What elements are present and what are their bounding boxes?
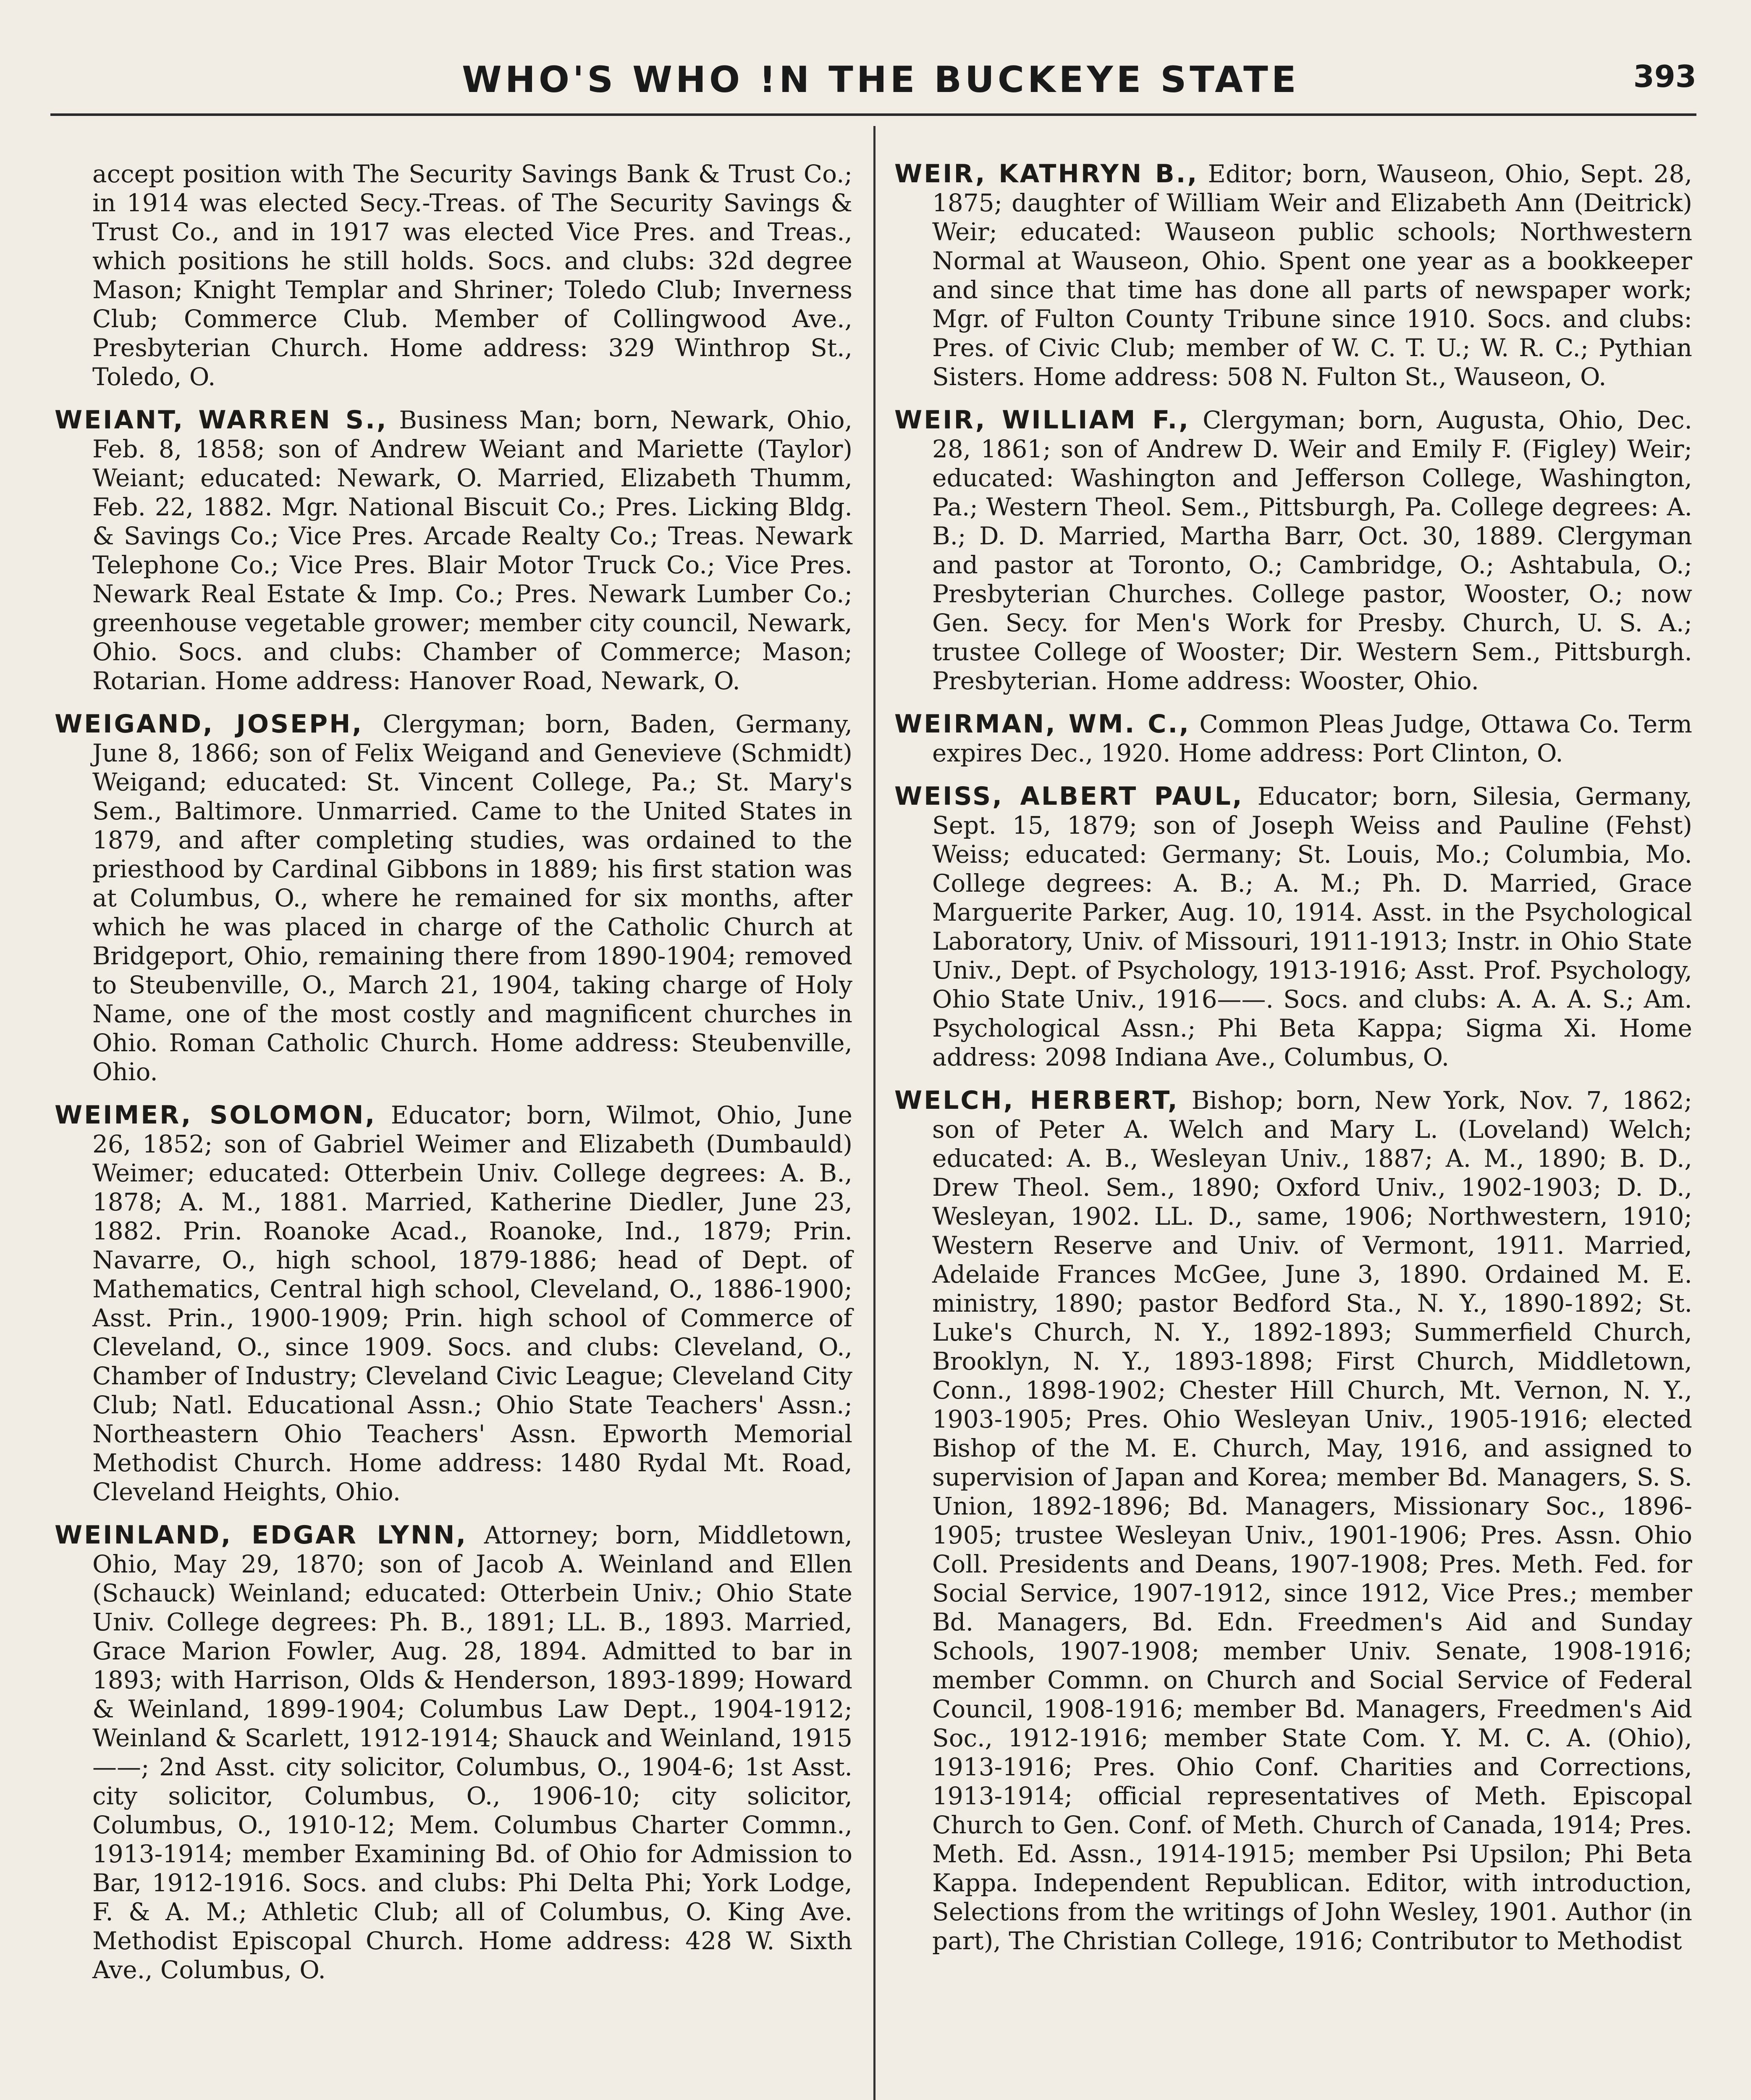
entry-text: accept position with The Security Savings Bank & Trust Co.; in 1914 was elected Secy.-Treas. of The Security Savings & Trust Co., and in 1917 was elected Vice Pres. and Treas., which positions he still holds. Socs. and clubs: 32d degree Mason; Knight Templar and Shriner; Toledo Club; Inverness Club; Commerce Club. Member of Collingwood Ave., Presbyterian Church. Home address: 329 Winthrop St., Toledo, O.: [92, 160, 852, 391]
entry-text: Attorney; born, Middletown, Ohio, May 29, 1870; son of Jacob A. Weinland and Ellen (Schauck) Weinland; educated: Otterbein Univ.; Ohio State Univ. College degrees: Ph. B., 1891; LL. B., 1893. Married, Grace Marion Fowler, Aug. 28, 1894. Admitted to bar in 1893; with Harrison, Olds & Henderson, 1893-1899; Howard & Weinland, 1899-1904; Columbus Law Dept., 1904-1912; Weinland & Scarlett, 1912-1914; Shauck and Weinland, 1915——; 2nd Asst. city solicitor, Columbus, O., 1904-6; 1st Asst. city solicitor, Columbus, O., 1906-10; city solicitor, Columbus, O., 1910-12; Mem. Columbus Charter Commn., 1913-1914; member Examining Bd. of Ohio for Admission to Bar, 1912-1916. Socs. and clubs: Phi Delta Phi; York Lodge, F. & A. M.; Athletic Club; all of Columbus, O. King Ave. Methodist Episcopal Church. Home address: 428 W. Sixth Ave., Columbus, O.: [92, 1521, 852, 1984]
entry-name: WELCH, HERBERT,: [894, 1086, 1179, 1115]
entry-text: Educator; born, Wilmot, Ohio, June 26, 1852; son of Gabriel Weimer and Elizabeth (Dumbauld) Weimer; educated: Otterbein Univ. College degrees: A. B., 1878; A. M., 1881. Married, Katherine Diedler, June 23, 1882. Prin. Roanoke Acad., Roanoke, Ind., 1879; Prin. Navarre, O., high school, 1879-1886; head of Dept. of Mathematics, Central high school, Cleveland, O., 1886-1900; Asst. Prin., 1900-1909; Prin. high school of Commerce of Cleveland, O., since 1909. Socs. and clubs: Cleveland, O., Chamber of Industry; Cleveland Civic League; Cleveland City Club; Natl. Educational Assn.; Ohio State Teachers' Assn.; Northeastern Ohio Teachers' Assn. Epworth Memorial Methodist Church. Home address: 1480 Rydal Mt. Road, Cleveland Heights, Ohio.: [92, 1101, 852, 1506]
entry-name: WEIGAND, JOSEPH,: [55, 709, 364, 739]
entry-name: WEIRMAN, WM. C.,: [894, 709, 1190, 739]
entry-name: WEIMER, SOLOMON,: [55, 1100, 377, 1130]
entry-weir-william: [894, 406, 1692, 696]
entry-text: Editor; born, Wauseon, Ohio, Sept. 28, 1875; daughter of William Weir and Elizabeth Ann (Deitrick) Weir; educated: Wauseon public schools; Northwestern Normal at Wauseon, Ohio. Spent one year as a bookkeeper and since that time has done all parts of newspaper work; Mgr. of Fulton County Tribune since 1910. Socs. and clubs: Pres. of Civic Club; member of W. C. T. U.; W. R. C.; Pythian Sisters. Home address: 508 N. Fulton St., Wauseon, O.: [932, 160, 1693, 391]
entry-name: WEIR, KATHRYN B.,: [894, 159, 1199, 189]
entry-text: Common Pleas Judge, Ottawa Co. Term expires Dec., 1920. Home address: Port Clinton, O.: [932, 710, 1693, 767]
entry-text: Educator; born, Silesia, Germany, Sept. 15, 1879; son of Joseph Weiss and Pauline (Fehst) Weiss; educated: Germany; St. Louis, Mo.; Columbia, Mo. College degrees: A. B.; A. M.; Ph. D. Married, Grace Marguerite Parker, Aug. 10, 1914. Asst. in the Psychological Laboratory, Univ. of Missouri, 1911-1913; Instr. in Ohio State Univ., Dept. of Psychology, 1913-1916; Asst. Prof. Psychology, Ohio State Univ., 1916——. Socs. and clubs: A. A. A. S.; Am. Psychological Assn.; Phi Beta Kappa; Sigma Xi. Home address: 2098 Indiana Ave., Columbus, O.: [932, 782, 1692, 1071]
entry-text: Clergyman; born, Augusta, Ohio, Dec. 28, 1861; son of Andrew D. Weir and Emily F. (Figley) Weir; educated: Washington and Jefferson College, Washington, Pa.; Western Theol. Sem., Pittsburgh, Pa. College degrees: A. B.; D. D. Married, Martha Barr, Oct. 30, 1889. Clergyman and pastor at Toronto, O.; Cambridge, O.; Ashtabula, O.; Presbyterian Churches. College pastor, Wooster, O.; now Gen. Secy. for Men's Work for Presby. Church, U. S. A.; trustee College of Wooster; Dir. Western Sem., Pittsburgh. Presbyterian. Home address: Wooster, Ohio.: [932, 406, 1692, 695]
left-column: [55, 160, 852, 1999]
entry-weir-kathryn: [894, 160, 1692, 391]
header-rule: [50, 113, 1696, 116]
entry-text: Business Man; born, Newark, Ohio, Feb. 8, 1858; son of Andrew Weiant and Mariette (Taylor) Weiant; educated: Newark, O. Married, Elizabeth Thumm, Feb. 22, 1882. Mgr. National Biscuit Co.; Pres. Licking Bldg. & Savings Co.; Vice Pres. Arcade Realty Co.; Treas. Newark Telephone Co.; Vice Pres. Blair Motor Truck Co.; Vice Pres. Newark Real Estate & Imp. Co.; Pres. Newark Lumber Co.; greenhouse vegetable grower; member city council, Newark, Ohio. Socs. and clubs: Chamber of Commerce; Mason; Rotarian. Home address: Hanover Road, Newark, O.: [92, 406, 852, 695]
entry-text: Clergyman; born, Baden, Germany, June 8, 1866; son of Felix Weigand and Genevieve (Schmidt) Weigand; educated: St. Vincent College, Pa.; St. Mary's Sem., Baltimore. Unmarried. Came to the United States in 1879, and after completing studies, was ordained to the priesthood by Cardinal Gibbons in 1889; his first station was at Columbus, O., where he remained for six months, after which he was placed in charge of the Catholic Church at Bridgeport, Ohio, remaining there from 1890-1904; removed to Steubenville, O., March 21, 1904, taking charge of Holy Name, one of the most costly and magnificent churches in Ohio. Roman Catholic Church. Home address: Steubenville, Ohio.: [92, 710, 853, 1086]
entry-weimer: [55, 1101, 852, 1507]
entry-welch: [894, 1086, 1692, 1956]
page-number: 393: [1633, 59, 1696, 94]
right-column: [894, 160, 1692, 1970]
entry-name: WEINLAND, EDGAR LYNN,: [55, 1520, 468, 1550]
entry-weirman: [894, 710, 1692, 768]
entry-weigand: [55, 710, 852, 1087]
entry-name: WEISS, ALBERT PAUL,: [894, 782, 1244, 811]
entry-weinland: [55, 1521, 852, 1984]
entry-weiss: [894, 782, 1692, 1072]
column-divider: [873, 126, 876, 2100]
entry-weiant: [55, 406, 852, 696]
entry-continuation: [55, 160, 852, 391]
entry-name: WEIANT, WARREN S.,: [55, 405, 388, 435]
entry-text: Bishop; born, New York, Nov. 7, 1862; son of Peter A. Welch and Mary L. (Loveland) Welch; educated: A. B., Wesleyan Univ., 1887; A. M., 1890; B. D., Drew Theol. Sem., 1890; Oxford Univ., 1902-1903; D. D., Wesleyan, 1902. LL. D., same, 1906; Northwestern, 1910; Western Reserve and Univ. of Vermont, 1911. Married, Adelaide Frances McGee, June 3, 1890. Ordained M. E. ministry, 1890; pastor Bedford Sta., N. Y., 1890-1892; St. Luke's Church, N. Y., 1892-1893; Summerfield Church, Brooklyn, N. Y., 1893-1898; First Church, Middletown, Conn., 1898-1902; Chester Hill Church, Mt. Vernon, N. Y., 1903-1905; Pres. Ohio Wesleyan Univ., 1905-1916; elected Bishop of the M. E. Church, May, 1916, and assigned to supervision of Japan and Korea; member Bd. Managers, S. S. Union, 1892-1896; Bd. Managers, Missionary Soc., 1896-1905; trustee Wesleyan Univ., 1901-1906; Pres. Assn. Ohio Coll. Presidents and Deans, 1907-1908; Pres. Meth. Fed. for Social Service, 1907-1912, since 1912, Vice Pres.; member Bd. Managers, Bd. Edn. Freedmen's Aid and Sunday Schools, 1907-1908; member Univ. Senate, 1908-1916; member Commn. on Church and Social Service of Federal Council, 1908-1916; member Bd. Managers, Freedmen's Aid Soc., 1912-1916; member State Com. Y. M. C. A. (Ohio), 1913-1916; Pres. Ohio Conf. Charities and Corrections, 1913-1914; official representatives of Meth. Episcopal Church to Gen. Conf. of Meth. Church of Canada, 1914; Pres. Meth. Ed. Assn., 1914-1915; member Psi Upsilon; Phi Beta Kappa. Independent Republican. Editor, with introduction, Selections from the writings of John Wesley, 1901. Author (in part), The Christian College, 1916; Contributor to Methodist: [932, 1086, 1693, 1955]
page-header-title: WHO'S WHO !N THE BUCKEYE STATE: [462, 59, 1300, 101]
entry-name: WEIR, WILLIAM F.,: [894, 405, 1190, 435]
